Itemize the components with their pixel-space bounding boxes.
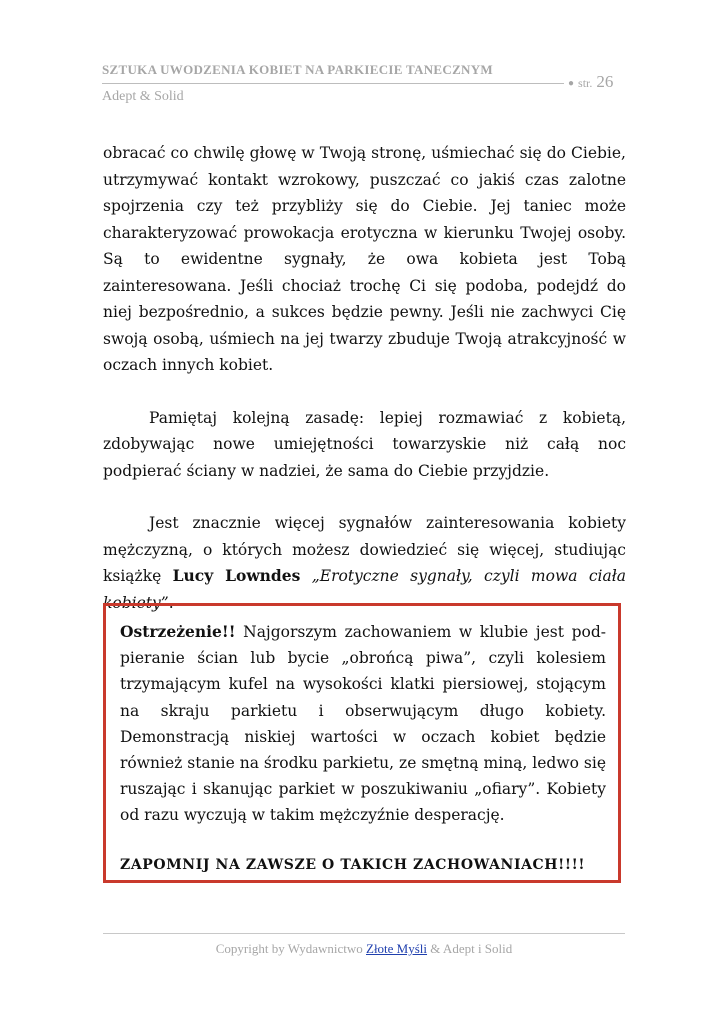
- paragraph-2: Pamiętaj kolejną zasadę: lepiej rozmawiać z kobietą, zdobywając nowe umiejętności towarzyskie niż całą noc podpierać ściany w nadziei, że sama do Ciebie przyjdzie.: [103, 408, 626, 480]
- footer-copyright: [0, 941, 728, 957]
- publisher-link[interactable]: Złote Myśli: [366, 941, 428, 956]
- warning-label: Ostrzeżenie!!: [120, 622, 236, 641]
- warning-text: [120, 619, 606, 829]
- page-number-value: 26: [596, 72, 614, 91]
- warning-body: Najgorszym zachowaniem w klubie jest podpieranie ścian lub bycie „obrońcą piwa”, czyli kolesiem trzymającym kufel na wysokości klatki piersiowej, stojącym na skraju parkietu i obserwującym długo kobiety. Demonstracją niskiej wartości w oczach kobiet będzie również stanie na środku parkietu, ze smętną miną, ledwo się ruszając i skanując parkiet w poszukiwaniu „ofiary”. Kobiety od razu wyczują w takim mężczyźnie desperację.: [120, 623, 606, 825]
- page-number: [568, 72, 613, 92]
- warning-box: [103, 603, 621, 883]
- book-reference: „Erotyczne sygnały, czyli mowa ciała kobiety”: [103, 567, 626, 612]
- warning-callout: ZAPOMNIJ NA ZAWSZE O TAKICH ZACHOWANIACH!!!!: [120, 856, 586, 873]
- book-title: SZTUKA UWODZENIA KOBIET NA PARKIECIE TANECZNYM: [102, 62, 493, 77]
- paragraph-3-text: Jest znacznie więcej sygnałów zainteresowania kobiety mężczyzną, o których możesz dowiedzieć się więcej, studiując książkę: [103, 514, 626, 585]
- page-header: [102, 62, 624, 104]
- footer-divider: [103, 933, 625, 934]
- main-text: [103, 140, 626, 616]
- bullet-icon: ●: [568, 78, 575, 89]
- paragraph-3: Jest znacznie więcej sygnałów zainteresowania kobiety mężczyzną, o których możesz dowiedzieć się więcej, studiując książkę Lucy Lowndes „Erotyczne sygnały, czyli mowa ciała kobiety”.: [103, 514, 626, 612]
- footer-suffix: & Adept i Solid: [427, 941, 513, 956]
- footer-prefix: Copyright by Wydawnictwo: [215, 941, 366, 956]
- paragraph-1: obracać co chwilę głowę w Twoją stronę, uśmiechać się do Ciebie, utrzymywać kontakt wzrokowy, puszczać co jakiś czas zalotne spojrzenia czy też przybliży się do Ciebie. Jej taniec może charakteryzować prowokacja erotyczna w kierunku Twojej osoby. Są to ewidentne sygnały, że owa kobieta jest Tobą zainteresowana. Jeśli chociaż trochę Ci się podoba, podejdź do niej bezpośrednio, a sukces będzie pewny. Jeśli nie zachwyci Cię swoją osobą, uśmiech na jej twarzy zbuduje Twoją atrakcyjność w oczach innych kobiet.: [103, 144, 626, 374]
- publisher-label: Adept & Solid: [102, 89, 184, 104]
- author-name: Lucy Lowndes: [172, 566, 301, 585]
- page-label: str.: [578, 76, 593, 90]
- header-divider: [102, 83, 564, 84]
